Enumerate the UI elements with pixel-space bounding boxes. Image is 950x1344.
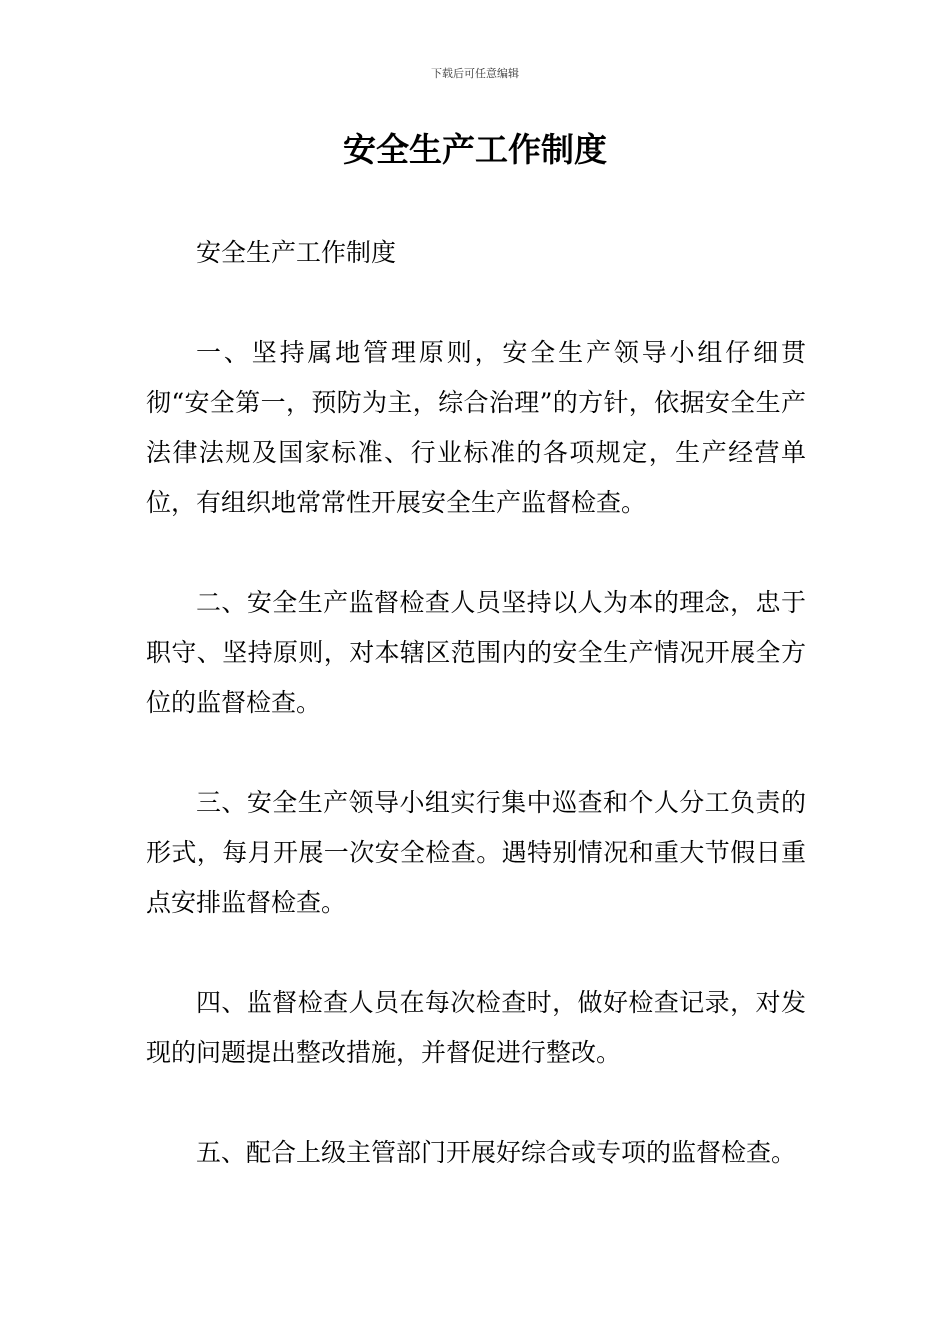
paragraph-1: 一、坚持属地管理原则，安全生产领导小组仔细贯彻“安全第一，预防为主，综合治理”的方针，依据安全生产法律法规及国家标准、行业标准的各项规定，生产经营单位，有组织地常常性开展安全生产监督检查。 — [146, 338, 806, 517]
paragraph-3: 三、安全生产领导小组实行集中巡查和个人分工负责的形式，每月开展一次安全检查。遇特别情况和重大节假日重点安排监督检查。 — [146, 788, 806, 917]
paragraph-spacer — [146, 528, 806, 578]
paragraph-spacer — [146, 728, 806, 778]
paragraph-2: 二、安全生产监督检查人员坚持以人为本的理念，忠于职守、坚持原则，对本辖区范围内的安全生产情况开展全方位的监督检查。 — [146, 588, 806, 717]
document-body — [146, 228, 806, 1178]
paragraph-4: 四、监督检查人员在每次检查时，做好检查记录，对发现的问题提出整改措施，并督促进行整改。 — [146, 988, 806, 1067]
paragraph-spacer — [146, 928, 806, 978]
document-title: 安全生产工作制度 — [343, 130, 607, 169]
paragraph-5: 五、配合上级主管部门开展好综合或专项的监督检查。 — [196, 1138, 797, 1167]
paragraph-spacer — [146, 1078, 806, 1128]
paragraph-spacer — [146, 278, 806, 328]
document-subtitle: 安全生产工作制度 — [196, 238, 397, 267]
header-note: 下载后可任意编辑 — [431, 67, 519, 80]
